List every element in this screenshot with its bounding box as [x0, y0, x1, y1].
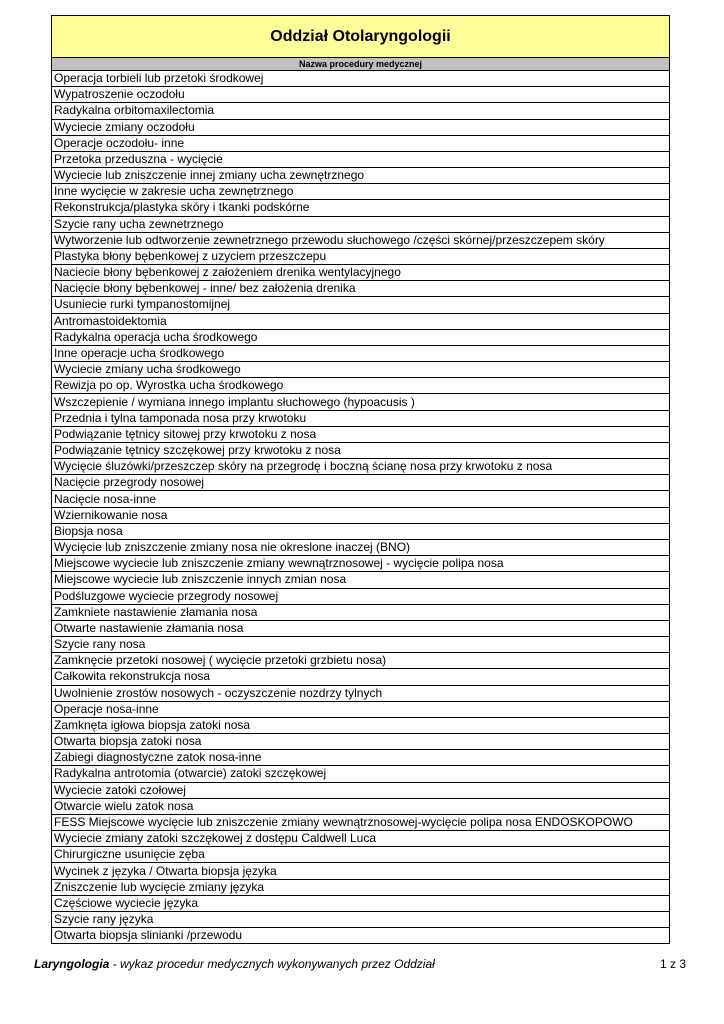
procedure-name: Zniszczenie lub wycięcie zmiany języka — [52, 879, 670, 895]
procedure-name: Otwarta biopsja slinianki /przewodu — [52, 928, 670, 944]
procedures-table — [51, 15, 670, 944]
footer-bold-label: Laryngologia — [34, 957, 110, 971]
table-row — [52, 168, 670, 184]
table-row — [52, 232, 670, 248]
table-row — [52, 200, 670, 216]
procedure-name: Nacięcie nosa-inne — [52, 491, 670, 507]
procedure-name: Zamknęta igłowa biopsja zatoki nosa — [52, 717, 670, 733]
table-row — [52, 572, 670, 588]
table-row — [52, 362, 670, 378]
table-row — [52, 265, 670, 281]
procedure-name: Szycie rany ucha zewnetrznego — [52, 216, 670, 232]
table-row — [52, 863, 670, 879]
procedure-name: Biopsja nosa — [52, 523, 670, 539]
procedure-name: Operacje oczodołu- inne — [52, 135, 670, 151]
table-row — [52, 782, 670, 798]
procedure-name: Uwolnienie zrostów nosowych - oczyszczenie nozdrzy tylnych — [52, 685, 670, 701]
table-row — [52, 717, 670, 733]
table-row — [52, 750, 670, 766]
procedure-name: Wziernikowanie nosa — [52, 507, 670, 523]
table-row — [52, 475, 670, 491]
table-row — [52, 798, 670, 814]
table-row — [52, 119, 670, 135]
table-row — [52, 491, 670, 507]
table-row — [52, 442, 670, 458]
procedure-name: Podwiązanie tętnicy sitowej przy krwotoku z nosa — [52, 426, 670, 442]
table-row — [52, 847, 670, 863]
table-row — [52, 184, 670, 200]
table-row — [52, 216, 670, 232]
procedure-name: Usuniecie rurki tympanostomijnej — [52, 297, 670, 313]
table-row — [52, 734, 670, 750]
table-row — [52, 71, 670, 87]
procedure-name: Rewizja po op. Wyrostka ucha środkowego — [52, 378, 670, 394]
table-row — [52, 313, 670, 329]
title-row — [52, 16, 670, 58]
table-row — [52, 604, 670, 620]
table-row — [52, 669, 670, 685]
procedure-name: Operacja torbieli lub przetoki środkowej — [52, 71, 670, 87]
table-row — [52, 248, 670, 264]
table-row — [52, 345, 670, 361]
procedure-name: Radykalna orbitomaxilectomia — [52, 103, 670, 119]
table-row — [52, 653, 670, 669]
procedure-name: Szycie rany języka — [52, 911, 670, 927]
table-row — [52, 911, 670, 927]
table-row — [52, 329, 670, 345]
table-row — [52, 426, 670, 442]
procedure-name: Zamknęcie przetoki nosowej ( wycięcie przetoki grzbietu nosa) — [52, 653, 670, 669]
procedure-name: Zabiegi diagnostyczne zatok nosa-inne — [52, 750, 670, 766]
table-row — [52, 297, 670, 313]
procedure-name: Przetoka przeduszna - wycięcie — [52, 151, 670, 167]
table-row — [52, 523, 670, 539]
procedure-name: Wytworzenie lub odtworzenie zewnetrznego przewodu słuchowego /części skórnej/przeszczepem skóry — [52, 232, 670, 248]
procedure-name: Plastyka błony bębenkowej z uzyciem przeszczepu — [52, 248, 670, 264]
procedure-name: Wyciecie zmiany oczodołu — [52, 119, 670, 135]
procedure-name: Radykalna antrotomia (otwarcie) zatoki szczękowej — [52, 766, 670, 782]
procedure-name: Szycie rany nosa — [52, 637, 670, 653]
procedure-name: Wyciecie zatoki czołowej — [52, 782, 670, 798]
procedure-name: Wszczepienie / wymiana innego implantu słuchowego (hypoacusis ) — [52, 394, 670, 410]
procedure-name: Przednia i tylna tamponada nosa przy krwotoku — [52, 410, 670, 426]
page-number: 1 z 3 — [660, 957, 687, 971]
procedure-name: Nacięcie przegrody nosowej — [52, 475, 670, 491]
table-row — [52, 879, 670, 895]
procedure-name: FESS Miejscowe wycięcie lub zniszczenie zmiany wewnątrznosowej-wycięcie polipa nosa ENDOSKOPOWO — [52, 814, 670, 830]
table-row — [52, 814, 670, 830]
table-row — [52, 588, 670, 604]
table-row — [52, 895, 670, 911]
table-row — [52, 394, 670, 410]
table-row — [52, 620, 670, 636]
table-row — [52, 459, 670, 475]
footer-description: - wykaz procedur medycznych wykonywanych przez Oddział — [109, 957, 435, 971]
procedure-name: Wyciecie zmiany ucha środkowego — [52, 362, 670, 378]
procedure-name: Inne wycięcie w zakresie ucha zewnętrznego — [52, 184, 670, 200]
procedure-name: Wyciecie zmiany zatoki szczękowej z dostępu Caldwell Luca — [52, 831, 670, 847]
column-header: Nazwa procedury medycznej — [52, 58, 670, 71]
table-row — [52, 831, 670, 847]
table-row — [52, 410, 670, 426]
procedure-name: Wycięcie lub zniszczenie zmiany nosa nie okreslone inaczej (BNO) — [52, 539, 670, 555]
procedure-name: Wyciecie lub zniszczenie innej zmiany ucha zewnętrznego — [52, 168, 670, 184]
page-footer — [34, 957, 435, 971]
table-row — [52, 378, 670, 394]
procedure-name: Wypatroszenie oczodołu — [52, 87, 670, 103]
table-row — [52, 135, 670, 151]
procedure-name: Zamkniete nastawienie złamania nosa — [52, 604, 670, 620]
table-row — [52, 928, 670, 944]
table-row — [52, 87, 670, 103]
procedure-name: Chirurgiczne usunięcie zęba — [52, 847, 670, 863]
procedure-name: Wycięcie śluzówki/przeszczep skóry na przegrodę i boczną ścianę nosa przy krwotoku z nosa — [52, 459, 670, 475]
table-row — [52, 103, 670, 119]
procedure-name: Miejscowe wyciecie lub zniszczenie innych zmian nosa — [52, 572, 670, 588]
procedure-name: Częściowe wyciecie języka — [52, 895, 670, 911]
table-row — [52, 507, 670, 523]
table-row — [52, 281, 670, 297]
procedure-name: Nacięcie błony bębenkowej - inne/ bez założenia drenika — [52, 281, 670, 297]
table-row — [52, 766, 670, 782]
procedure-name: Naciecie błony bębenkowej z założeniem drenika wentylacyjnego — [52, 265, 670, 281]
procedure-name: Operacje nosa-inne — [52, 701, 670, 717]
procedure-name: Antromastoidektomia — [52, 313, 670, 329]
table-row — [52, 539, 670, 555]
procedure-name: Otwarte nastawienie złamania nosa — [52, 620, 670, 636]
procedure-name: Całkowita rekonstrukcja nosa — [52, 669, 670, 685]
procedure-name: Otwarcie wielu zatok nosa — [52, 798, 670, 814]
table-row — [52, 685, 670, 701]
procedure-name: Rekonstrukcja/plastyka skóry i tkanki podskórne — [52, 200, 670, 216]
header-row — [52, 58, 670, 71]
procedure-name: Miejscowe wyciecie lub zniszczenie zmiany wewnątrznosowej - wycięcie polipa nosa — [52, 556, 670, 572]
procedure-name: Wycinek z języka / Otwarta biopsja języka — [52, 863, 670, 879]
table-row — [52, 637, 670, 653]
table-row — [52, 151, 670, 167]
procedure-name: Inne operacje ucha środkowego — [52, 345, 670, 361]
procedure-name: Podśluzgowe wyciecie przegrody nosowej — [52, 588, 670, 604]
table-row — [52, 556, 670, 572]
table-row — [52, 701, 670, 717]
procedure-name: Radykalna operacja ucha środkowego — [52, 329, 670, 345]
department-title: Oddział Otolaryngologii — [52, 16, 670, 58]
procedure-name: Otwarta biopsja zatoki nosa — [52, 734, 670, 750]
procedure-name: Podwiązanie tętnicy szczękowej przy krwotoku z nosa — [52, 442, 670, 458]
